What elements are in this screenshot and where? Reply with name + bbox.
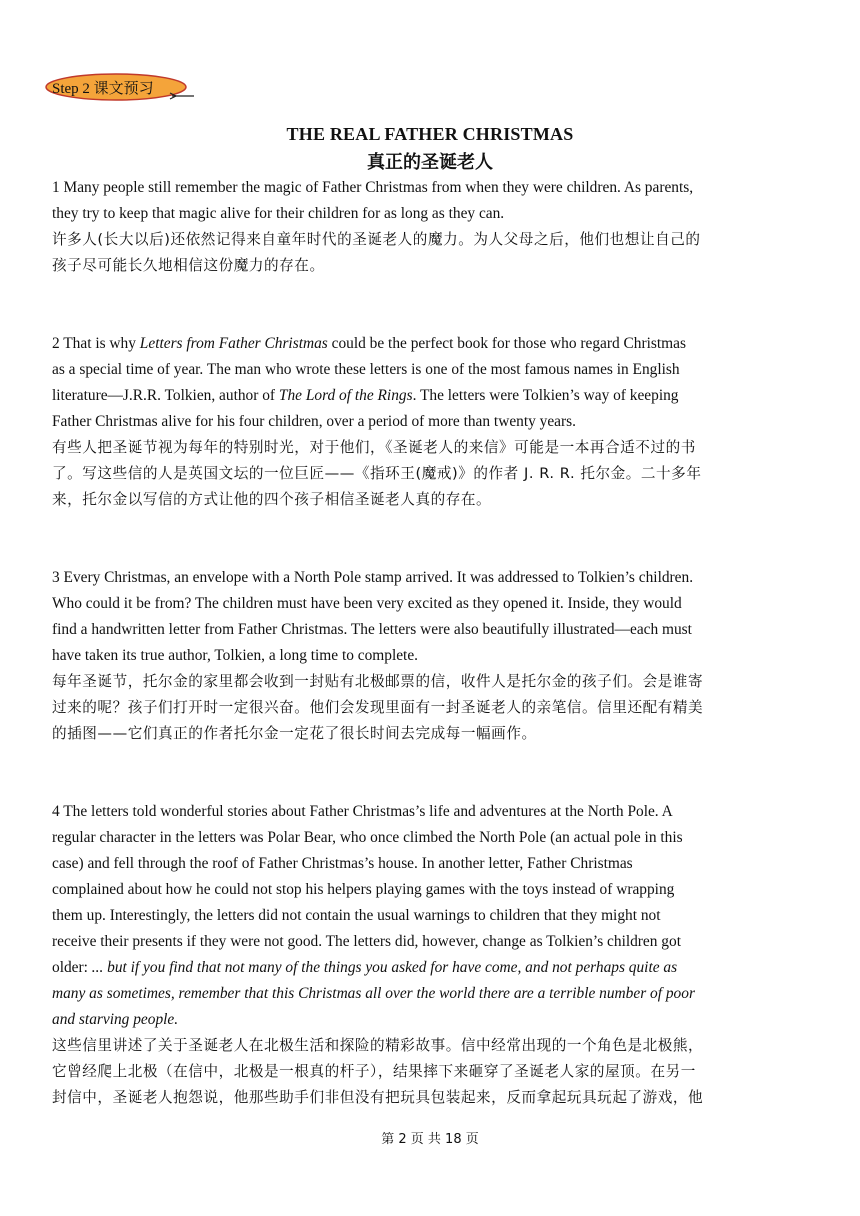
letter-quote: ... but if you find that not many of the things you asked for have come, and not perhaps quite as <box>91 959 678 976</box>
title-english: THE REAL FATHER CHRISTMAS <box>286 124 574 144</box>
paragraph-4-en-line: receive their presents if they were not good. The letters did, however, change as Tolkien’s children got <box>52 933 681 950</box>
paragraph-4-en-line: case) and fell through the roof of Father Christmas’s house. In another letter, Father Christmas <box>52 855 633 872</box>
paragraph-4-en-line: 4 The letters told wonderful stories about Father Christmas’s life and adventures at the North Pole. A <box>52 803 673 820</box>
paragraph-4-en-line: them up. Interestingly, the letters did not contain the usual warnings to children that they might not <box>52 907 661 924</box>
paragraph-4-zh-line: 它曾经爬上北极（在信中，北极是一根真的杆子），结果摔下来砸穿了圣诞老人家的屋顶。在另一 <box>52 1063 696 1080</box>
paragraph-2-en-line: as a special time of year. The man who wrote these letters is one of the most famous names in English <box>52 361 680 378</box>
paragraph-3-zh-line: 的插图——它们真正的作者托尔金一定花了很长时间去完成每一幅画作。 <box>52 725 537 742</box>
paragraph-3-en-line: find a handwritten letter from Father Christmas. The letters were also beautifully illustrated—each must <box>52 621 692 638</box>
letter-quote: many as sometimes, remember that this Christmas all over the world there are a terrible number of poor <box>52 985 695 1002</box>
paragraph-4-en-line <box>52 1007 812 1033</box>
letter-quote: and starving people. <box>52 1011 179 1028</box>
paragraph-3-en-line: 3 Every Christmas, an envelope with a North Pole stamp arrived. It was addressed to Tolkien’s children. <box>52 569 694 586</box>
book-title-lotr: The Lord of the Rings <box>278 387 413 404</box>
paragraph-1-zh-line: 孩子尽可能长久地相信这份魔力的存在。 <box>52 257 325 274</box>
paragraph-3-en-line: Who could it be from? The children must have been very excited as they opened it. Inside, they would <box>52 595 682 612</box>
page-number-footer: 第 2 页 共 18 页 <box>381 1132 479 1147</box>
paragraph-4-zh-line: 封信中，圣诞老人抱怨说，他那些助手们非但没有把玩具包装起来，反而拿起玩具玩起了游戏，他 <box>52 1089 704 1106</box>
paragraph-3 <box>52 565 812 747</box>
paragraph-3-zh-line: 每年圣诞节，托尔金的家里都会收到一封贴有北极邮票的信，收件人是托尔金的孩子们。会是谁寄 <box>52 673 704 690</box>
paragraph-2-zh-line: 了。写这些信的人是英国文坛的一位巨匠——《指环王(魔戒)》的作者 J. R. R. 托尔金。二十多年 <box>52 465 702 482</box>
step-badge-label: Step 2 课文预习 <box>52 81 154 97</box>
paragraph-3-zh-line: 过来的呢？孩子们打开时一定很兴奋。他们会发现里面有一封圣诞老人的亲笔信。信里还配有精美 <box>52 699 704 716</box>
paragraph-4-en-line: older: ... but if you find that not many of the things you asked for have come, and not perhaps quite as <box>52 959 678 976</box>
paragraph-4-en-line: regular character in the letters was Polar Bear, who once climbed the North Pole (an actual pole in this <box>52 829 683 846</box>
paragraph-1-en-line: they try to keep that magic alive for their children for as long as they can. <box>52 205 505 222</box>
paragraph-1-zh-line: 许多人(长大以后)还依然记得来自童年时代的圣诞老人的魔力。为人父母之后，他们也想让自己的 <box>52 231 701 248</box>
paragraph-2-zh-line: 有些人把圣诞节视为每年的特别时光，对于他们，《圣诞老人的来信》可能是一本再合适不过的书 <box>52 439 696 456</box>
paragraph-3-en-line: have taken its true author, Tolkien, a long time to complete. <box>52 647 419 664</box>
paragraph-1-en-line: 1 Many people still remember the magic of Father Christmas from when they were children. As parents, <box>52 179 694 196</box>
paragraph-2-en-line: Father Christmas alive for his four children, over a period of more than twenty years. <box>52 413 576 430</box>
paragraph-2-en-line: 2 That is why Letters from Father Christmas could be the perfect book for those who regard Christmas <box>52 335 686 352</box>
paragraph-2 <box>52 331 812 513</box>
paragraph-4 <box>52 799 812 1111</box>
book-title-letters: Letters from Father Christmas <box>139 335 328 352</box>
paragraph-4-en-line <box>52 981 812 1007</box>
paragraph-2-zh-line: 来，托尔金以写信的方式让他的四个孩子相信圣诞老人真的存在。 <box>52 491 492 508</box>
paragraph-2-en-line: literature—J.R.R. Tolkien, author of The Lord of the Rings. The letters were Tolkien’s way of keeping <box>52 387 679 404</box>
title-chinese: 真正的圣诞老人 <box>367 152 493 173</box>
paragraph-4-en-line: complained about how he could not stop his helpers playing games with the toys instead of wrapping <box>52 881 675 898</box>
step-badge <box>44 72 194 102</box>
paragraph-1 <box>52 175 812 279</box>
paragraph-4-zh-line: 这些信里讲述了关于圣诞老人在北极生活和探险的精彩故事。信中经常出现的一个角色是北极熊， <box>52 1037 704 1054</box>
